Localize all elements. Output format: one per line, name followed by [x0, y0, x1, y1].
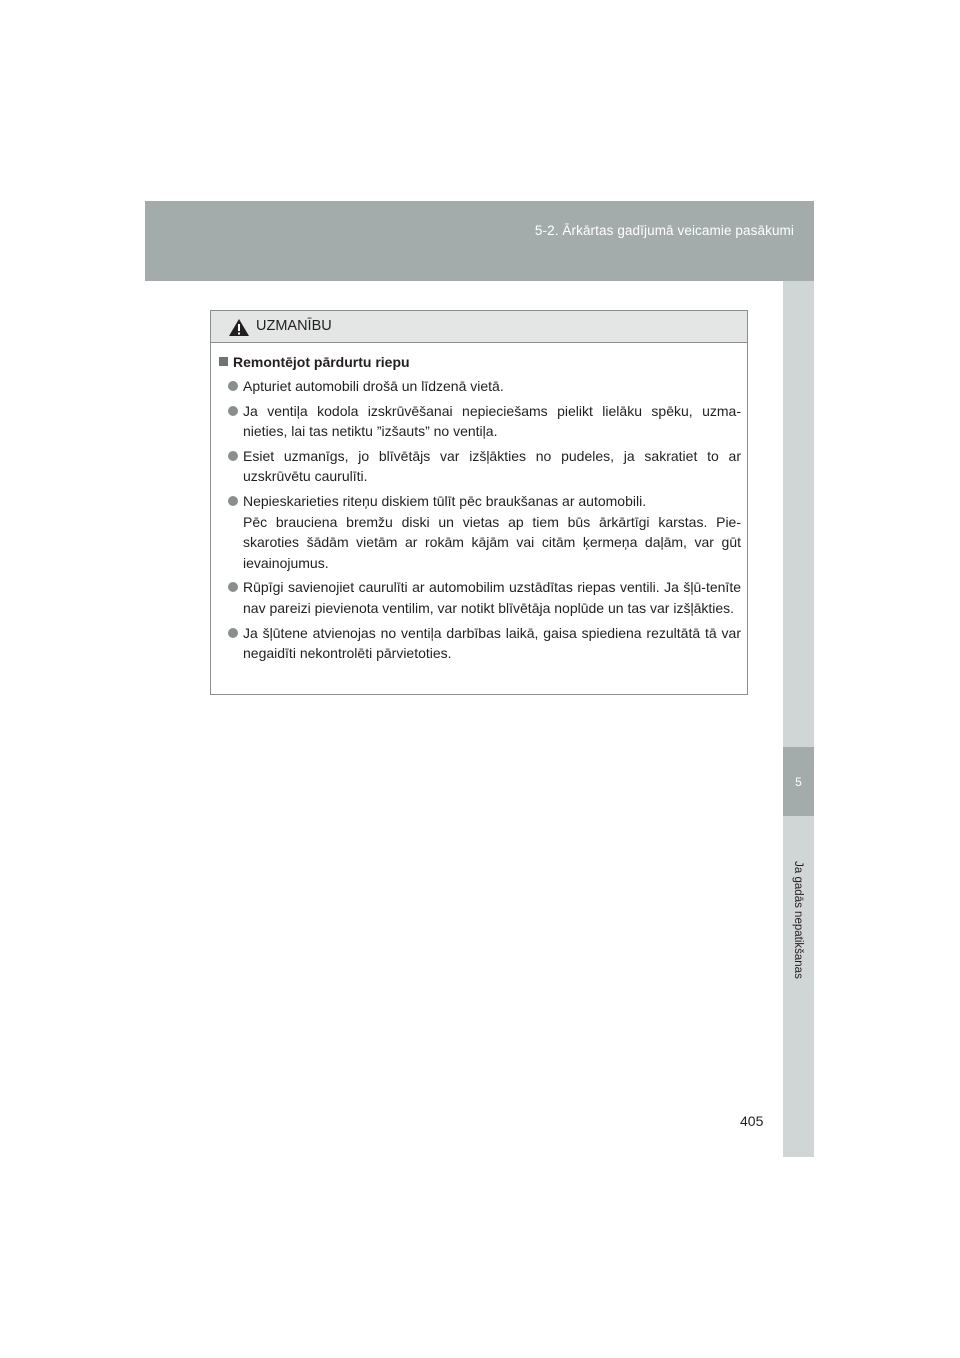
- page-number: 405: [740, 1113, 764, 1129]
- caution-section-title: Remontējot pārdurtu riepu: [233, 354, 410, 370]
- bullet-dot-icon: [228, 406, 238, 416]
- caution-bullet: Esiet uzmanīgs, jo blīvētājs var izšļākties no pudeles, ja sakratiet to ar uzskrūvētu caurulīti.: [219, 446, 741, 487]
- caution-body: [211, 343, 747, 664]
- bullet-dot-icon: [228, 496, 238, 506]
- caution-bullet: Apturiet automobili drošā un līdzenā vietā.: [219, 376, 741, 397]
- caution-bullet: Nepieskarieties riteņu diskiem tūlīt pēc braukšanas ar automobili. Pēc brauciena bremžu diski un vietas ap tiem būs ārkārtīgi karstas. Pie-skaroties šādām vietām ar rokām kājām vai citām ķermeņa daļām, var gūt ievainojumus.: [219, 491, 741, 573]
- section-title: 5-2. Ārkārtas gadījumā veicamie pasākumi: [534, 223, 794, 238]
- caution-bullet: Ja šļūtene atvienojas no ventiļa darbības laikā, gaisa spiediena rezultātā tā var negaidīti nekontrolēti pārvietoties.: [219, 623, 741, 664]
- chapter-tab: [783, 747, 814, 816]
- bullet-dot-icon: [228, 582, 238, 592]
- warning-triangle-icon: [228, 318, 250, 337]
- caution-box: [210, 310, 748, 695]
- caution-bullet: Ja ventiļa kodola izskrūvēšanai nepieciešams pielikt lielāku spēku, uzma-nieties, lai tas netiktu ”izšauts” no ventiļa.: [219, 401, 741, 442]
- caution-title: UZMANĪBU: [256, 318, 332, 334]
- side-strip: [783, 281, 814, 1157]
- chapter-number: 5: [795, 774, 802, 789]
- square-bullet-icon: [219, 357, 228, 366]
- bullet-dot-icon: [228, 451, 238, 461]
- caution-header: [211, 311, 747, 343]
- chapter-label: Ja gadās nepatikšanas: [792, 861, 804, 979]
- header-band: [145, 201, 814, 281]
- bullet-dot-icon: [228, 628, 238, 638]
- bullet-dot-icon: [228, 381, 238, 391]
- caution-section-heading: [219, 352, 741, 372]
- caution-bullet: Rūpīgi savienojiet caurulīti ar automobilim uzstādītas riepas ventili. Ja šļū-tenīte nav pareizi pievienota ventilim, var notikt blīvētāja noplūde un tas var izšļākties.: [219, 577, 741, 618]
